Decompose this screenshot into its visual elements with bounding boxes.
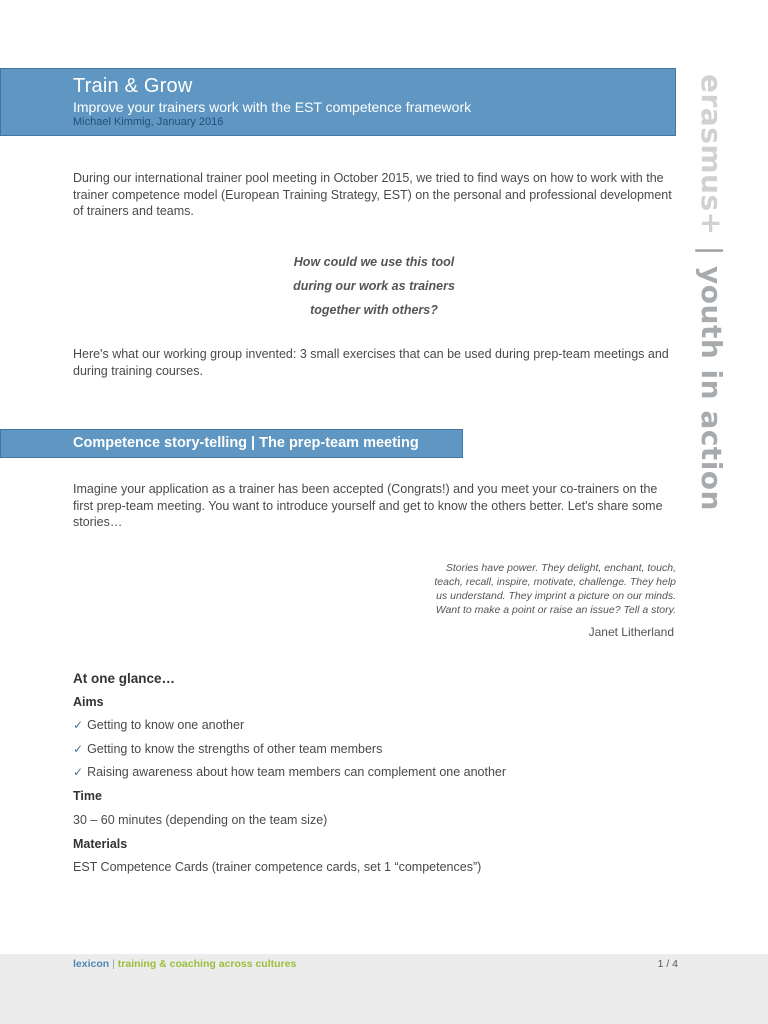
question-line: How could we use this tool bbox=[293, 255, 455, 269]
aims-label: Aims bbox=[73, 695, 104, 709]
time-value: 30 – 60 minutes (depending on the team size) bbox=[73, 813, 328, 827]
quote-line: Want to make a point or raise an issue? Tell a story. bbox=[435, 604, 676, 616]
section-title: Competence story-telling | The prep-team meeting bbox=[73, 435, 419, 451]
aim-item bbox=[73, 718, 244, 732]
aim-item bbox=[73, 742, 382, 756]
quote-line: us understand. They imprint a picture on our minds. bbox=[436, 590, 676, 602]
footer-separator: | bbox=[112, 958, 115, 970]
checkmark-icon: ✓ bbox=[73, 765, 84, 779]
footer-brand: lexicon bbox=[73, 958, 110, 970]
checkmark-icon: ✓ bbox=[73, 742, 84, 756]
aim-text: Getting to know one another bbox=[87, 718, 245, 732]
quote-author: Janet Litherland bbox=[588, 625, 674, 639]
aim-item bbox=[73, 765, 506, 779]
footer-tagline: training & coaching across cultures bbox=[117, 958, 297, 970]
quote-line: Stories have power. They delight, enchant, touch, bbox=[445, 562, 676, 574]
page-number: 1 / 4 bbox=[657, 958, 678, 970]
document-title: Train & Grow bbox=[73, 75, 193, 97]
brand-part-1: erasmus+ bbox=[695, 74, 728, 236]
checkmark-icon: ✓ bbox=[73, 718, 84, 732]
title-band bbox=[0, 68, 676, 136]
key-question bbox=[73, 250, 675, 322]
aim-text: Getting to know the strengths of other team members bbox=[87, 742, 383, 756]
footer-branding bbox=[73, 958, 296, 970]
section-paragraph: Imagine your application as a trainer has been accepted (Congrats!) and you meet your co-trainers on the first prep-team meeting. You want to introduce yourself and get to know the others better. Let's share some stories… bbox=[73, 482, 663, 529]
materials-label: Materials bbox=[73, 837, 128, 851]
quote-line: teach, recall, inspire, motivate, challenge. They help bbox=[434, 576, 676, 588]
brand-separator: | bbox=[695, 245, 728, 256]
time-label: Time bbox=[73, 789, 102, 803]
glance-heading: At one glance… bbox=[73, 671, 176, 686]
page-footer bbox=[0, 954, 768, 1024]
aim-text: Raising awareness about how team members can complement one another bbox=[87, 765, 507, 779]
brand-part-2: youth in action bbox=[695, 266, 728, 511]
intro-paragraph-2: Here's what our working group invented: 3 small exercises that can be used during prep-team meetings and during training courses. bbox=[73, 347, 669, 378]
erasmus-brand-logo bbox=[695, 74, 728, 511]
section-heading-band bbox=[0, 429, 463, 458]
materials-value: EST Competence Cards (trainer competence cards, set 1 “competences”) bbox=[73, 860, 482, 874]
document-subtitle: Improve your trainers work with the EST competence framework bbox=[73, 99, 472, 115]
question-line: together with others? bbox=[310, 303, 438, 317]
question-line: during our work as trainers bbox=[293, 279, 455, 293]
story-quote bbox=[400, 561, 676, 617]
intro-paragraph: During our international trainer pool meeting in October 2015, we tried to find ways on how to work with the trainer competence model (European Training Strategy, EST) on the personal and professional development of trainers and teams. bbox=[73, 171, 672, 218]
document-byline: Michael Kimmig, January 2016 bbox=[73, 116, 224, 128]
